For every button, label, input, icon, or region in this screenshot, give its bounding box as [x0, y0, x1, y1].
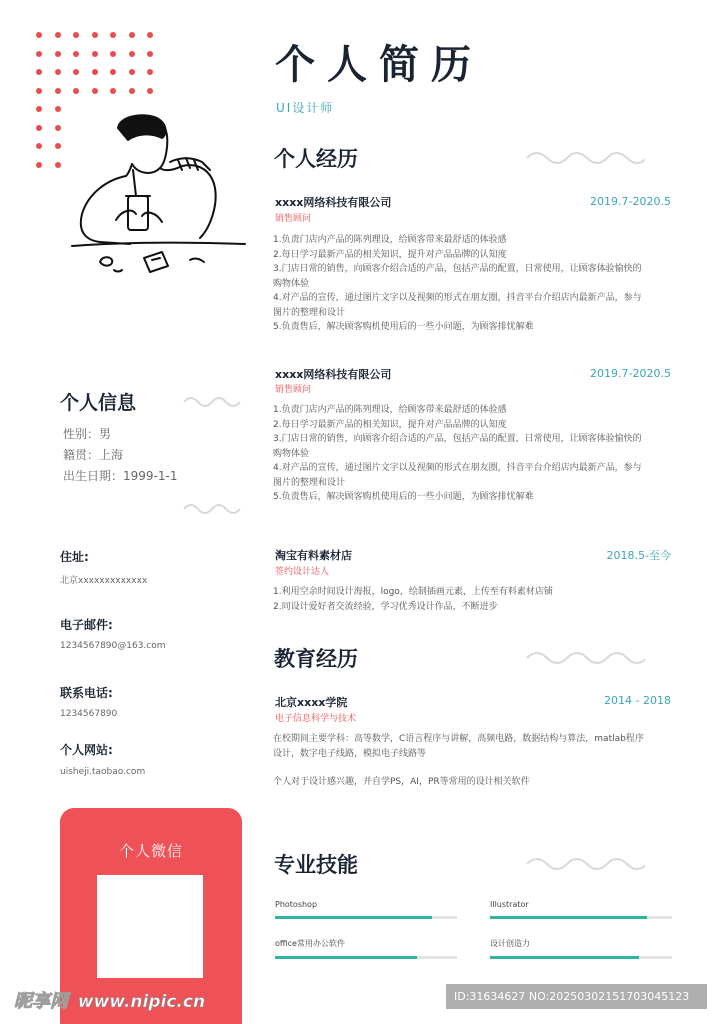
person-drinking-illustration — [70, 110, 250, 285]
decor-dot — [147, 51, 153, 57]
skill-1-bar — [275, 916, 457, 919]
job-3-date: 2018.5-至今 — [606, 549, 671, 562]
decor-dot — [129, 32, 135, 38]
decor-dot — [36, 69, 42, 75]
wave-divider-icon — [182, 392, 242, 412]
decor-dot — [36, 51, 42, 57]
origin-text: 籍贯：上海 — [63, 448, 124, 462]
experience-section-title: 个人经历 — [274, 147, 358, 171]
personal-info-title: 个人信息 — [60, 392, 137, 414]
watermark-logo — [14, 987, 205, 1013]
decor-dot — [73, 51, 79, 57]
watermark-logo-text: 昵享网 — [14, 991, 68, 1012]
education-school: 北京xxxx学院 — [275, 696, 348, 709]
skill-2-bar — [490, 916, 672, 919]
education-section-title: 教育经历 — [274, 647, 358, 671]
job-2-company: xxxx网络科技有限公司 — [275, 368, 392, 381]
website-value: uisheji.taobao.com — [60, 767, 146, 777]
page-title: 个人简历 — [275, 42, 483, 88]
personal-info-list — [63, 424, 177, 487]
decor-dot — [110, 32, 116, 38]
job-1-company: xxxx网络科技有限公司 — [275, 196, 392, 209]
decor-dot — [92, 69, 98, 75]
skill-3-fill — [275, 956, 417, 959]
decor-dot — [55, 143, 61, 149]
decor-dot — [36, 88, 42, 94]
job-3-role: 签约设计达人 — [275, 567, 330, 577]
job-1-date: 2019.7-2020.5 — [590, 195, 671, 208]
decor-dot — [147, 88, 153, 94]
decor-dot — [110, 51, 116, 57]
decor-dot — [36, 106, 42, 112]
decor-dot — [129, 69, 135, 75]
decor-dot — [73, 32, 79, 38]
website-label: 个人网站: — [60, 743, 113, 757]
decor-dot — [92, 51, 98, 57]
decor-dot — [55, 51, 61, 57]
watermark-id-bar: ID:31634627 NO:20250302151703045123 — [446, 984, 707, 1009]
decor-dot — [55, 106, 61, 112]
address-label: 住址: — [60, 550, 89, 564]
skill-1-fill — [275, 916, 432, 919]
decor-dot — [55, 162, 61, 168]
decor-dot — [36, 143, 42, 149]
job-2-date: 2019.7-2020.5 — [590, 367, 671, 380]
decor-dot — [36, 162, 42, 168]
education-extra: 个人对于设计感兴趣，并自学PS，AI，PR等常用的设计相关软件 — [273, 777, 530, 787]
wave-divider-icon — [182, 499, 242, 519]
phone-value: 1234567890 — [60, 709, 118, 719]
email-value: 1234567890@163.com — [60, 641, 166, 651]
address-value: 北京xxxxxxxxxxxxx — [60, 576, 148, 586]
job-1-role: 销售顾问 — [275, 214, 312, 224]
skill-2-fill — [490, 916, 647, 919]
qr-code-placeholder — [97, 875, 203, 978]
decor-dot — [92, 32, 98, 38]
skills-section-title: 专业技能 — [274, 853, 358, 877]
decor-dot — [110, 69, 116, 75]
job-1-description: 1.负责门店内产品的陈列理设，给顾客带来最舒适的体验感 2.每日学习最新产品的相关知识，提升对产品品牌的认知度 3.门店日常的销售，向顾客介绍合适的产品，包括产品的配置，日常使用，让顾客体验愉快的 购物体验 4.对产品的宣传，通过图片文字以及视频的形式在朋友圈，抖音平台介绍店内最新产品，参与 图片的整理和设计 5.负责售后，解决顾客购机使用后的一些小问题，为顾客排忧解难 — [273, 235, 642, 332]
email-label: 电子邮件: — [60, 618, 113, 632]
education-description: 在校期间主要学科：高等数学，C语言程序与讲解，高频电路，数据结构与算法，matlab程序 设计，数字电子线路，模拟电子线路等 — [273, 734, 644, 759]
phone-label: 联系电话: — [60, 686, 113, 700]
birthday-text: 出生日期：1999-1-1 — [63, 469, 178, 483]
skill-3-name: office常用办公软件 — [275, 939, 345, 948]
wave-divider-icon — [525, 146, 645, 170]
decor-dot — [129, 88, 135, 94]
decor-dot — [129, 51, 135, 57]
decor-dot — [55, 88, 61, 94]
decor-dot — [147, 69, 153, 75]
decor-dot — [36, 125, 42, 131]
job-title-subtitle: UI设计师 — [276, 101, 335, 115]
job-3-description: 1.利用空余时间设计海报，logo，绘制插画元素，上传至有料素材店铺 2.同设计爱好者交流经验，学习优秀设计作品，不断进步 — [273, 587, 553, 612]
skill-3-bar — [275, 956, 457, 959]
skill-1-name: Photoshop — [275, 900, 318, 909]
watermark-site: www.nipic.cn — [77, 992, 206, 1012]
job-3-company: 淘宝有料素材店 — [275, 549, 352, 562]
decor-dot — [55, 125, 61, 131]
decor-dot — [73, 88, 79, 94]
gender-text: 性别：男 — [63, 427, 112, 441]
education-major: 电子信息科学与技术 — [275, 714, 357, 724]
skill-4-name: 设计创造力 — [490, 939, 530, 948]
decor-dot — [92, 88, 98, 94]
wave-divider-icon — [525, 646, 645, 670]
wave-divider-icon — [525, 852, 645, 876]
wechat-title: 个人微信 — [118, 842, 183, 860]
decor-dot — [110, 88, 116, 94]
job-2-role: 销售顾问 — [275, 385, 312, 395]
skill-2-name: Illustrator — [490, 900, 529, 909]
decor-dot — [55, 69, 61, 75]
skill-4-fill — [490, 956, 639, 959]
decor-dot — [73, 69, 79, 75]
job-2-description: 1.负责门店内产品的陈列理设，给顾客带来最舒适的体验感 2.每日学习最新产品的相关知识，提升对产品品牌的认知度 3.门店日常的销售，向顾客介绍合适的产品，包括产品的配置，日常使用，让顾客体验愉快的 购物体验 4.对产品的宣传，通过图片文字以及视频的形式在朋友圈，抖音平台介绍店内最新产品，参与 图片的整理和设计 5.负责售后，解决顾客购机使用后的一些小问题，为顾客排忧解难 — [273, 405, 642, 502]
decor-dot — [36, 32, 42, 38]
decor-dot — [55, 32, 61, 38]
skill-4-bar — [490, 956, 672, 959]
decor-dot — [147, 32, 153, 38]
education-date: 2014 - 2018 — [604, 694, 671, 707]
